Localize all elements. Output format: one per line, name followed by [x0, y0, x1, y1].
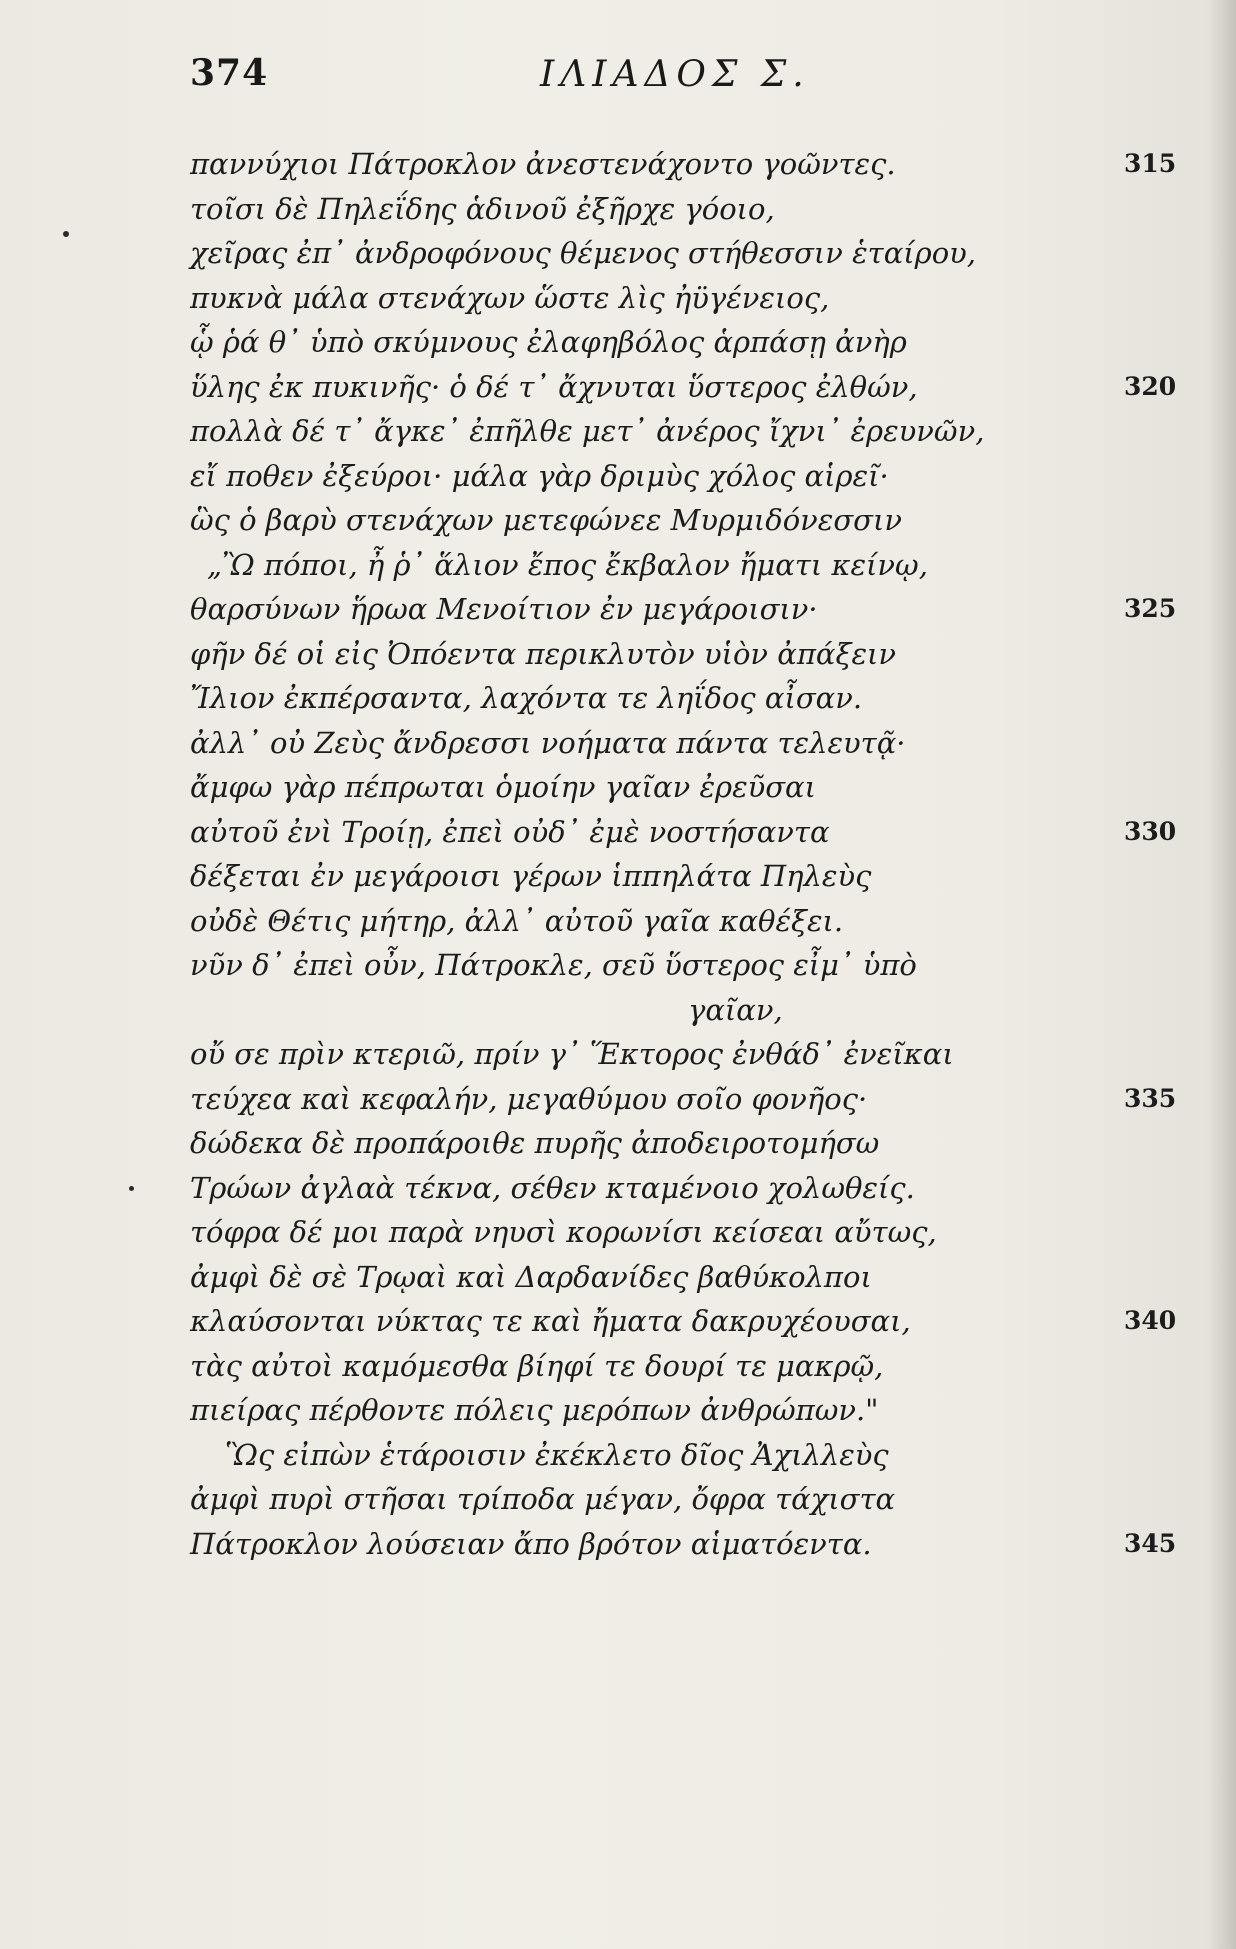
verse-text: ἀμφὶ πυρὶ στῆσαι τρίποδα μέγαν, ὄφρα τάχιστα — [190, 1482, 896, 1516]
verse-text: δέξεται ἐν μεγάροισι γέρων ἱππηλάτα Πηλεὺς — [190, 859, 872, 893]
verse-line — [0, 676, 1236, 721]
verse-line — [0, 1344, 1236, 1389]
verse-text: πιείρας πέρθοντε πόλεις μερόπων ἀνθρώπων." — [190, 1393, 879, 1427]
verse-text: Πάτροκλον λούσειαν ἄπο βρότον αἱματόεντα. — [190, 1526, 872, 1561]
verse-line — [0, 587, 1236, 632]
verse-line — [0, 498, 1236, 543]
verse-text: ὕλης ἐκ πυκινῆς· ὁ δέ τ᾽ ἄχνυται ὕστερος ἐλθών, — [190, 369, 918, 404]
verse-text: Ἴλιον ἐκπέρσαντα, λαχόντα τε ληΐδος αἶσαν. — [190, 681, 863, 715]
verse-text: πυκνὰ μάλα στενάχων ὥστε λὶς ἠϋγένειος, — [190, 280, 830, 315]
verse-text: νῦν δ᾽ ἐπεὶ οὖν, Πάτροκλε, σεῦ ὕστερος εἶμ᾽ ὑπὸ — [190, 948, 917, 982]
verse-text: Ὣς εἰπὼν ἑτάροισιν ἐκέκλετο δῖος Ἀχιλλεὺς — [225, 1437, 889, 1472]
line-number: 340 — [1124, 1306, 1177, 1335]
page-header — [0, 52, 1236, 112]
line-number: 335 — [1124, 1083, 1177, 1113]
verse-text: ἀλλ᾽ οὐ Ζεὺς ἄνδρεσσι νοήματα πάντα τελευτᾷ· — [190, 725, 906, 760]
line-number: 330 — [1124, 816, 1177, 846]
verse-text: κλαύσονται νύκτας τε καὶ ἤματα δακρυχέουσαι, — [190, 1304, 911, 1338]
verse-text: τοῖσι δὲ Πηλεΐδης ἁδινοῦ ἐξῆρχε γόοιο, — [190, 191, 775, 226]
verse-line — [0, 765, 1236, 810]
verse-text: δώδεκα δὲ προπάροιθε πυρῆς ἀποδειροτομήσω — [190, 1126, 880, 1160]
verse-text: φῆν δέ οἱ εἰς Ὀπόεντα περικλυτὸν υἱὸν ἀπάξειν — [190, 636, 897, 671]
verse-line — [0, 1477, 1236, 1522]
verse-line — [0, 543, 1236, 588]
verse-text: ἀμφὶ δὲ σὲ Τρῳαὶ καὶ Δαρδανίδες βαθύκολποι — [190, 1259, 872, 1294]
verse-line — [0, 1077, 1236, 1122]
line-number: 325 — [1124, 594, 1177, 623]
verse-text: οὔ σε πρὶν κτεριῶ, πρίν γ᾽ Ἕκτορος ἐνθάδ᾽ ἐνεῖκαι — [190, 1037, 954, 1071]
verse-text: τεύχεα καὶ κεφαλήν, μεγαθύμου σοῖο φονῆος· — [190, 1081, 868, 1116]
verse-line — [0, 454, 1236, 499]
line-number: 345 — [1124, 1528, 1177, 1558]
verse-line — [0, 1299, 1236, 1344]
verse-text: πολλὰ δέ τ᾽ ἄγκε᾽ ἐπῆλθε μετ᾽ ἀνέρος ἴχνι᾽ ἐρευνῶν, — [190, 414, 985, 448]
verse-text: οὐδὲ Θέτις μήτηρ, ἀλλ᾽ αὐτοῦ γαῖα καθέξει. — [190, 903, 844, 938]
verse-line — [0, 1210, 1236, 1255]
verse-text: τόφρα δέ μοι παρὰ νηυσὶ κορωνίσι κείσεαι αὔτως, — [190, 1215, 937, 1249]
line-number: 315 — [1124, 149, 1177, 178]
verse-text: αὐτοῦ ἐνὶ Τροίῃ, ἐπεὶ οὐδ᾽ ἐμὲ νοστήσαντα — [190, 814, 830, 849]
verse-line — [0, 632, 1236, 677]
verse-line — [0, 409, 1236, 454]
verse-line — [0, 810, 1236, 855]
verse-line — [0, 276, 1236, 321]
verse-line — [0, 1522, 1236, 1567]
verse-line — [0, 1255, 1236, 1300]
verse-line — [0, 721, 1236, 766]
verse-line — [0, 1388, 1236, 1433]
verse-text: ὣς ὁ βαρὺ στενάχων μετεφώνεε Μυρμιδόνεσσιν — [190, 503, 902, 537]
verse-text: Τρώων ἀγλαὰ τέκνα, σέθεν κταμένοιο χολωθείς. — [190, 1170, 915, 1205]
verse-line — [0, 899, 1236, 944]
verse-line — [0, 854, 1236, 899]
verse-line — [0, 320, 1236, 365]
verse-line — [0, 142, 1236, 187]
verse-line — [0, 1166, 1236, 1211]
verse-line — [0, 1121, 1236, 1166]
verse-text: τὰς αὐτοὶ καμόμεσθα βίηφί τε δουρί τε μακρῷ, — [190, 1348, 884, 1383]
verse-line — [0, 943, 1236, 988]
verse-text: θαρσύνων ἥρωα Μενοίτιον ἐν μεγάροισιν· — [190, 592, 818, 626]
verse-line — [0, 1032, 1236, 1077]
verse-line — [0, 1433, 1236, 1478]
verse-text: ᾧ ῥά θ᾽ ὑπὸ σκύμνους ἐλαφηβόλος ἁρπάσῃ ἀνὴρ — [190, 325, 907, 359]
verse-text: εἴ ποθεν ἐξεύροι· μάλα γὰρ δριμὺς χόλος αἱρεῖ· — [190, 458, 889, 493]
verse-line — [0, 365, 1236, 410]
running-title: ΙΛΙΑΔΟΣ Σ. — [540, 54, 810, 95]
line-number: 320 — [1124, 371, 1177, 401]
verse-text: γαῖαν, — [688, 992, 783, 1027]
verse-line — [0, 187, 1236, 232]
page-number: 374 — [190, 52, 269, 94]
verse-text: χεῖρας ἐπ᾽ ἀνδροφόνους θέμενος στήθεσσιν ἑταίρου, — [190, 236, 977, 270]
verse-line — [0, 988, 1236, 1033]
verse-text: παννύχιοι Πάτροκλον ἀνεστενάχοντο γοῶντες. — [190, 147, 896, 181]
verse-block — [0, 142, 1236, 1566]
verse-text: ἄμφω γὰρ πέπρωται ὁμοίην γαῖαν ἐρεῦσαι — [190, 770, 817, 804]
verse-line — [0, 231, 1236, 276]
verse-text: „Ὢ πόποι, ἦ ῥ᾽ ἅλιον ἔπος ἔκβαλον ἤματι κείνῳ, — [207, 547, 928, 582]
